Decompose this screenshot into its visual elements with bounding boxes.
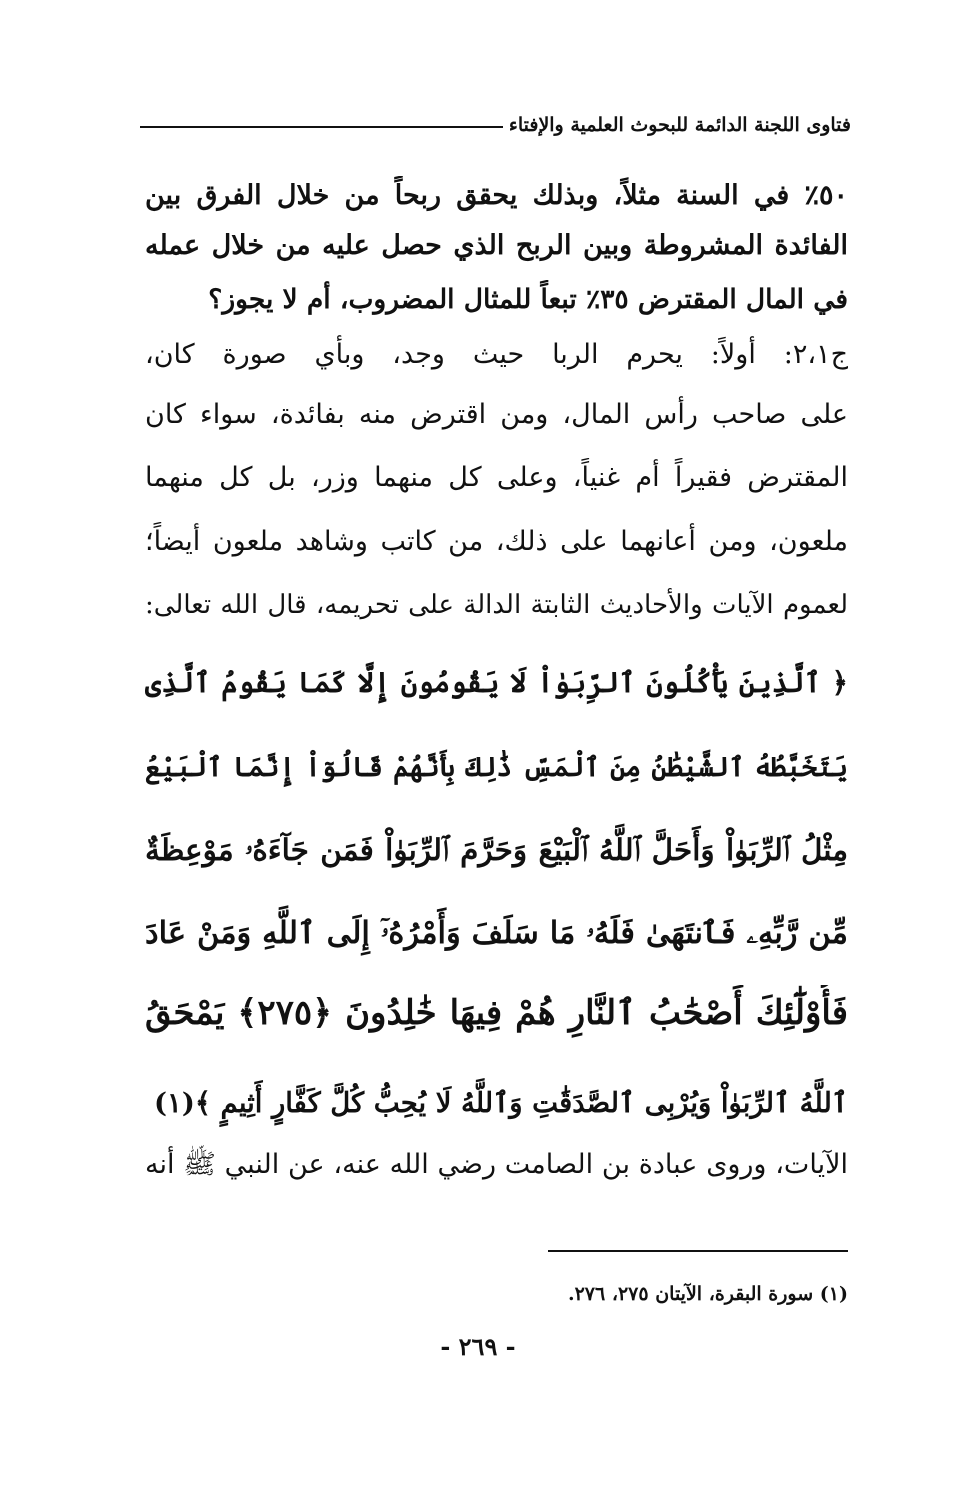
answer-line-4: ملعون، ومن أعانهما على ذلك، من كاتب وشاهد ملعون أيضاً؛: [145, 526, 848, 557]
footnote: (١) سورة البقرة، الآيتان ٢٧٥، ٢٧٦.: [567, 1283, 848, 1305]
continuation-line: الآيات، وروى عبادة بن الصامت رضي الله عنه، عن النبي ﷺ أنه: [145, 1149, 848, 1180]
verse-line-3: مِثْلُ ٱلرِّبَوٰاْ وَأَحَلَّ ٱللَّهُ ٱلْبَيْعَ وَحَرَّمَ ٱلرِّبَوٰاْ فَمَن جَآءَهُۥ مَوْعِظَةٌ: [145, 832, 848, 867]
running-header: [140, 110, 851, 140]
page-number: - ٢٦٩ -: [440, 1332, 516, 1361]
header-rule: [140, 126, 503, 128]
footnote-divider: [548, 1250, 848, 1252]
question-line-3: في المال المقترض ٣٥٪ تبعاً للمثال المضروب، أم لا يجوز؟: [208, 284, 848, 315]
verse-line-4: مِّن رَّبِّهِۦ فَٱنتَهَىٰ فَلَهُۥ مَا سَلَفَ وَأَمْرُهُۥٓ إِلَى ٱللَّهِ وَمَنْ عَادَ: [145, 915, 848, 951]
verse-line-5: فَأُوْلَٰٓئِكَ أَصْحَٰبُ ٱلنَّارِ هُمْ فِيهَا خَٰلِدُونَ ﴿٢٧٥﴾ يَمْحَقُ: [145, 993, 848, 1033]
answer-line-3: المقترض فقيراً أم غنياً، وعلى كل منهما وزر، بل كل منهما: [145, 462, 848, 493]
verse-line-6: ٱللَّهُ ٱلرِّبَوٰاْ وَيُرْبِى ٱلصَّدَقَٰتِ وَٱللَّهُ لَا يُحِبُّ كُلَّ كَفَّارٍ أَثِيمٍ ﴾(١): [154, 1087, 848, 1119]
question-line-1: ٥٠٪ في السنة مثلاً، وبذلك يحقق ربحاً من خلال الفرق بين: [145, 180, 848, 211]
verse-line-1: ﴿ ٱلَّذِينَ يَأْكُلُونَ ٱلرِّبَوٰاْ لَا يَقُومُونَ إِلَّا كَمَا يَقُومُ ٱلَّذِى: [145, 666, 848, 699]
question-line-2: الفائدة المشروطة وبين الربح الذي حصل عليه من خلال عمله: [145, 230, 848, 261]
header-title: فتاوى اللجنة الدائمة للبحوث العلمية والإفتاء: [508, 114, 851, 136]
answer-line-2: على صاحب رأس المال، ومن اقترض منه بفائدة، سواء كان: [145, 399, 848, 430]
verse-line-2: يَتَخَبَّطُهُ ٱلشَّيْطَٰنُ مِنَ ٱلْمَسِّ ذَٰلِكَ بِأَنَّهُمْ قَالُوٓاْ إِنَّمَا ٱلْبَيْعُ: [145, 752, 848, 783]
answer-line-1: ج٢،١: أولاً: يحرم الربا حيث وجد، وبأي صورة كان،: [145, 339, 848, 370]
answer-line-5: لعموم الآيات والأحاديث الثابتة الدالة على تحريمه، قال الله تعالى:: [145, 590, 848, 620]
